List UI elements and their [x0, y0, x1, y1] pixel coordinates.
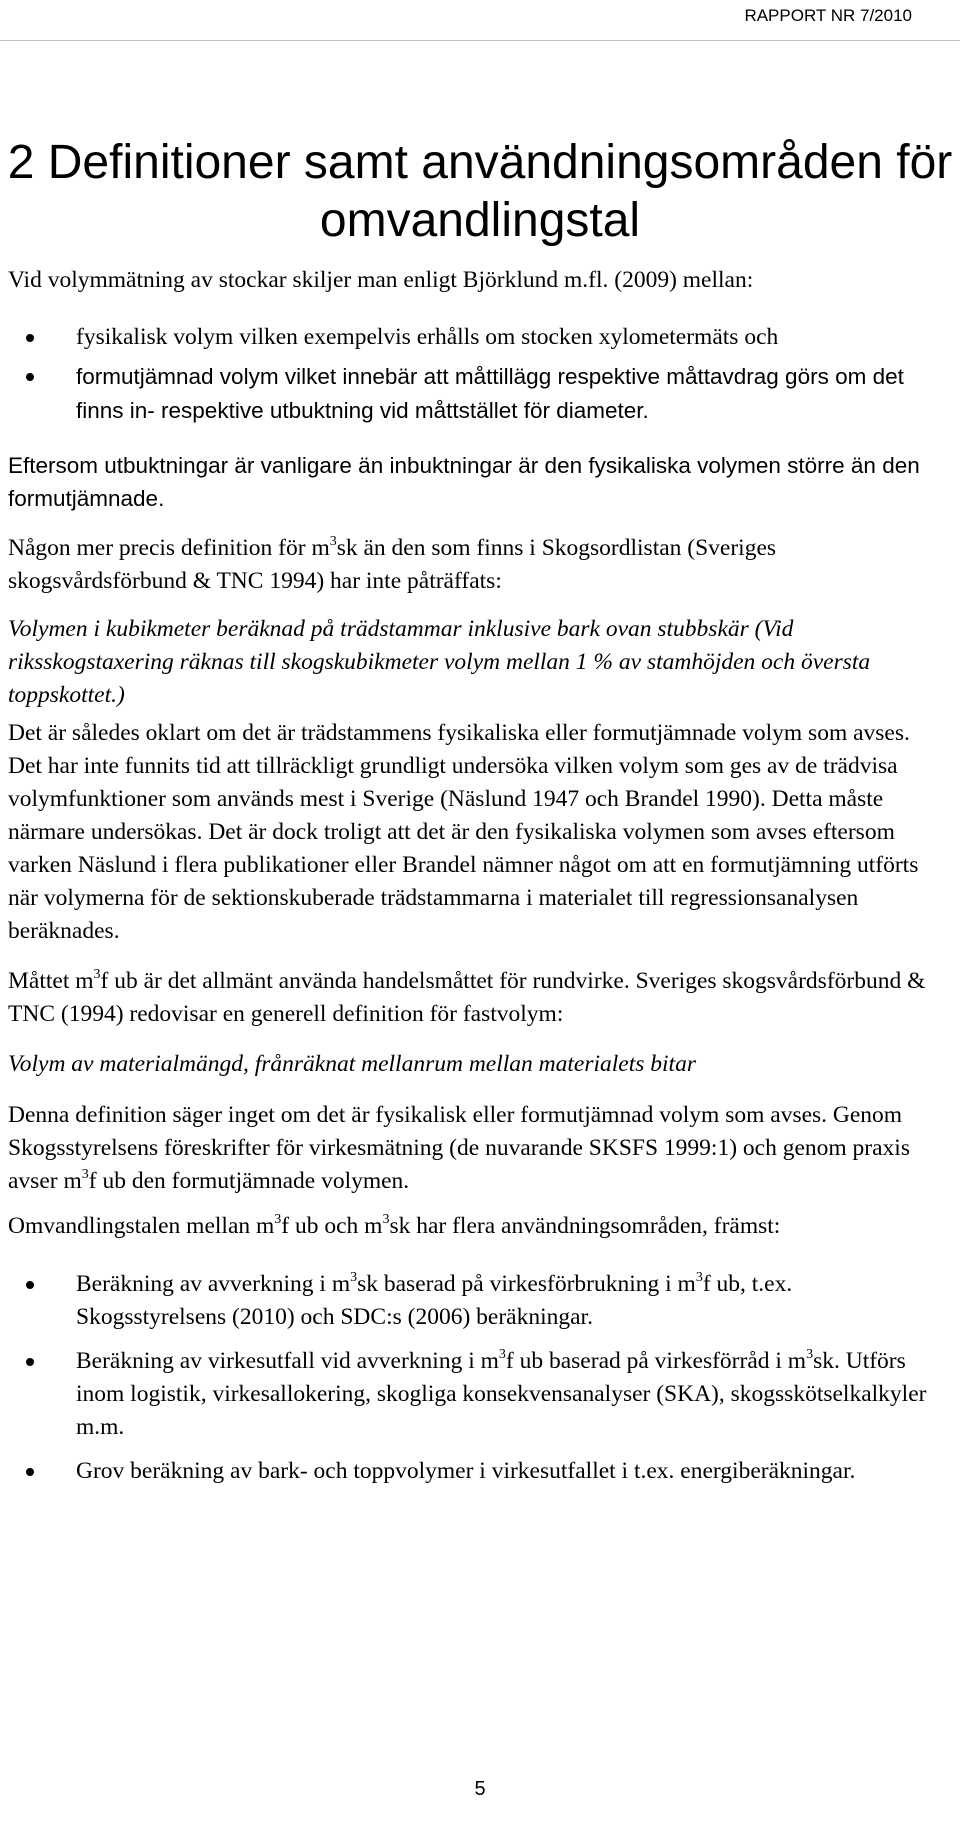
bulges-paragraph: Eftersom utbuktningar är vanligare än inbuktningar är den fysikaliska volymen större än den formutjämnade. — [8, 453, 920, 511]
definition-text-end: sk än den som finns i Skogsordlistan (Sveriges skogsvårdsförbund & TNC 1994) har inte påträffats: — [8, 535, 777, 594]
use-text-1: Beräkning av virkesutfall vid avverkning i m — [76, 1348, 499, 1374]
says-text-start: Denna definition säger inget om det är fysikalisk eller formutjämnad volym som avses. Genom Skogsstyrelsens föreskrifter för virkesmätning (de nuvarande SKSFS 1999:1) och genom praxis avser m — [8, 1102, 910, 1194]
list-item — [8, 1345, 948, 1444]
measure-text-start: Måttet m — [8, 968, 94, 994]
use-text-3: sk. Utförs inom logistik, virkesallokering, skogliga konsekvensanalyser (SKA), skogsskötselkalkyler m.m. — [76, 1348, 927, 1440]
list-item-text: formutjämnad volym vilket innebär att måttillägg respektive måttavdrag görs om det finns in- respektive utbuktning vid måttstället för diameter. — [76, 364, 904, 423]
section-title-text: 2 Definitioner samt användningsområden för omvandlingstal — [7, 136, 953, 248]
superscript: 3 — [382, 1212, 390, 1227]
use-text-3: f ub, t.ex. Skogsstyrelsens (2010) och SDC:s (2006) beräkningar. — [76, 1271, 793, 1330]
superscript: 3 — [350, 1270, 358, 1285]
unclear-paragraph: Det är således oklart om det är trädstammens fysikaliska eller formutjämnade volym som avses. Det har inte funnits tid att tillräckligt grundligt undersöka vilken volym som ges av de trädvisa volymfunktioner som används mest i Sverige (Näslund 1947 och Brandel 1990). Detta måste närmare undersökas. Det är dock troligt att det är den fysikaliska volymen som avses eftersom varken Näslund i flera publikationer eller Brandel nämner något om att en formutjämning utförts när volymerna för de sektionskuberade trädstammarna i materialet till regressionsanalysen beräknades. — [8, 720, 919, 944]
uses-text-1: Omvandlingstalen mellan m — [8, 1213, 275, 1239]
superscript: 3 — [274, 1212, 282, 1227]
says-text-end: f ub den formutjämnade volymen. — [88, 1168, 410, 1194]
superscript: 3 — [81, 1167, 89, 1182]
list-item — [8, 1455, 948, 1488]
use-text-1: Beräkning av avverkning i m — [76, 1271, 351, 1297]
superscript: 3 — [93, 967, 101, 982]
intro-paragraph: Vid volymmätning av stockar skiljer man enligt Björklund m.fl. (2009) mellan: — [8, 267, 754, 293]
measure-paragraph — [8, 965, 948, 1031]
uses-text-3: sk har flera användningsområden, främst: — [389, 1213, 781, 1239]
uses-paragraph — [8, 1210, 948, 1243]
skogskubikmeter-quote: Volymen i kubikmeter beräknad på trädstammar inklusive bark ovan stubbskär (Vid riksskogstaxering räknas till skogskubikmeter volym mellan 1 % av stamhöjden och översta toppskottet.) — [8, 616, 871, 708]
volume-types-list — [8, 321, 948, 428]
use-text-2: sk baserad på virkesförbrukning i m — [357, 1271, 696, 1297]
definition-says-paragraph — [8, 1099, 948, 1198]
definition-paragraph — [8, 532, 948, 598]
list-item — [8, 321, 948, 354]
page-number: 5 — [474, 1778, 486, 1800]
report-header: RAPPORT NR 7/2010 — [744, 6, 912, 25]
header-divider — [0, 40, 960, 41]
uses-list — [8, 1268, 948, 1488]
fastvolym-quote: Volym av materialmängd, frånräknat mellanrum mellan materialets bitar — [8, 1051, 696, 1077]
definition-text-start: Någon mer precis definition för m — [8, 535, 330, 561]
list-item-text: fysikalisk volym vilken exempelvis erhålls om stocken xylometermäts och — [76, 324, 779, 350]
superscript: 3 — [806, 1347, 814, 1362]
use-text-2: f ub baserad på virkesförråd i m — [505, 1348, 807, 1374]
superscript: 3 — [329, 534, 337, 549]
list-item — [8, 1268, 948, 1334]
use-text: Grov beräkning av bark- och toppvolymer i virkesutfallet i t.ex. energiberäkningar. — [76, 1458, 856, 1484]
superscript: 3 — [498, 1347, 506, 1362]
superscript: 3 — [695, 1270, 703, 1285]
section-title — [0, 134, 960, 250]
uses-text-2: f ub och m — [281, 1213, 383, 1239]
measure-text-end: f ub är det allmänt använda handelsmåttet för rundvirke. Sveriges skogsvårdsförbund & TNC (1994) redovisar en generell definition för fastvolym: — [8, 968, 926, 1027]
list-item — [8, 360, 948, 428]
